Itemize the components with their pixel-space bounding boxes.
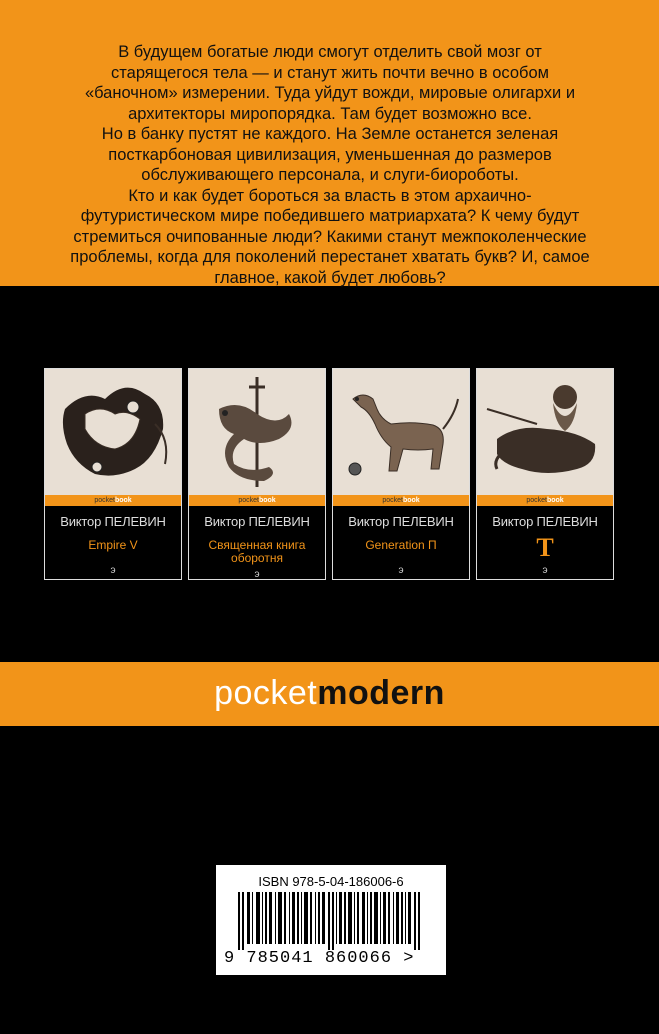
publisher-logo-icon: э (254, 569, 260, 580)
book-title: Священная книга оборотня (208, 538, 306, 565)
pocketbook-strip: pocketbook (477, 495, 613, 506)
cover-illustration-tolstoy-horse (477, 369, 613, 495)
book-author: Виктор ПЕЛЕВИН (492, 514, 598, 529)
book-description (70, 42, 590, 288)
publisher-logo-icon: э (398, 565, 404, 576)
publisher-logo-icon: э (110, 565, 116, 576)
book-cover-generation-p (332, 368, 470, 580)
related-books (44, 368, 616, 582)
isbn-barcode (216, 865, 446, 975)
cover-illustration-creature (333, 369, 469, 495)
blurb-panel (0, 0, 659, 286)
series-title: pocketmodern (214, 674, 445, 712)
cover-illustration-bat (45, 369, 181, 495)
barcode-digits: 9 785041 860066 > (224, 949, 415, 968)
book-title: Empire V (88, 538, 138, 552)
book-author: Виктор ПЕЛЕВИН (60, 514, 166, 529)
book-cover-empire-v (44, 368, 182, 580)
pocketbook-strip: pocketbook (45, 495, 181, 506)
book-title: Generation П (365, 538, 437, 552)
book-title: Т (536, 533, 554, 562)
barcode-icon (238, 892, 424, 950)
blurb-paragraph-3: Кто и как будет бороться за власть в этом архаично-футуристическом мире победившего матриархата? К чему будут стремиться очипованные люди? Какими станут межпоколенческие проблемы, когда для поколений перестанет хватать букв? И, самое главное, какой будет любовь? (70, 186, 590, 287)
blurb-paragraph-1: В будущем богатые люди смогут отделить свой мозг от старящегося тела — и станут жить почти вечно в особом «баночном» измерении. Туда уйдут вожди, мировые олигархи и архитекторы миропорядка. Там будет возможно все. (84, 43, 576, 123)
book-cover-werewolf (188, 368, 326, 580)
blurb-paragraph-2: Но в банку пустят не каждого. На Земле останется зеленая посткарбоновая цивилизация, уменьшенная до размеров обслуживающего персонала, и слуги-биороботы. (101, 125, 559, 184)
pocketbook-strip: pocketbook (189, 495, 325, 506)
publisher-logo-icon: э (542, 565, 548, 576)
book-cover-t (476, 368, 614, 580)
book-author: Виктор ПЕЛЕВИН (204, 514, 310, 529)
book-author: Виктор ПЕЛЕВИН (348, 514, 454, 529)
isbn-label: ISBN 978-5-04-186006-6 (258, 874, 404, 889)
pocketbook-strip: pocketbook (333, 495, 469, 506)
cover-illustration-fox-sword (189, 369, 325, 495)
